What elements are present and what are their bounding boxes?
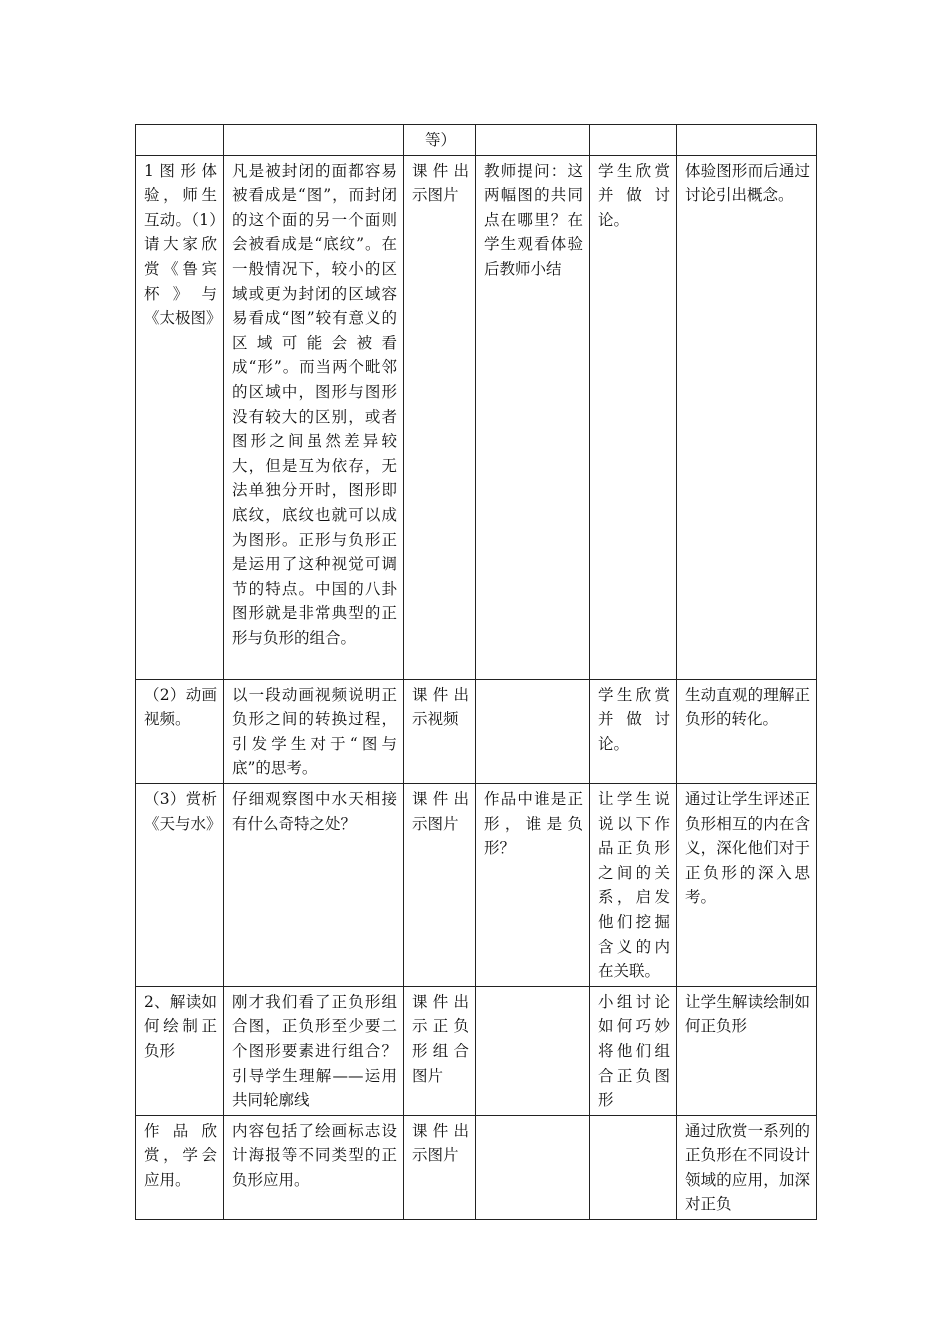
cell-media: 课件出示图片 xyxy=(404,1115,476,1219)
table-row xyxy=(136,986,817,1115)
cell-teacher-activity: 作品中谁是正形，谁是负形？ xyxy=(476,783,590,986)
cell-media: 课件出示正负形组合图片 xyxy=(404,986,476,1115)
cell-teacher-activity xyxy=(476,679,590,783)
cell-stage xyxy=(136,125,224,156)
table-row xyxy=(136,783,817,986)
cell-content: 以一段动画视频说明正负形之间的转换过程，引发学生对于“图与底”的思考。 xyxy=(224,679,404,783)
cell-teacher-activity xyxy=(476,125,590,156)
cell-design-intent: 生动直观的理解正负形的转化。 xyxy=(677,679,817,783)
cell-media: 课件出示图片 xyxy=(404,783,476,986)
cell-student-activity: 小组讨论如何巧妙将他们组合正负图形 xyxy=(590,986,677,1115)
cell-content: 内容包括了绘画标志设计海报等不同类型的正负形应用。 xyxy=(224,1115,404,1219)
cell-media: 等） xyxy=(404,125,476,156)
cell-stage: （3）赏析《天与水》 xyxy=(136,783,224,986)
cell-student-activity xyxy=(590,125,677,156)
cell-design-intent: 通过让学生评述正负形相互的内在含义，深化他们对于正负形的深入思考。 xyxy=(677,783,817,986)
cell-student-activity xyxy=(590,1115,677,1219)
cell-design-intent: 让学生解读绘制如何正负形 xyxy=(677,986,817,1115)
cell-design-intent: 体验图形而后通过讨论引出概念。 xyxy=(677,155,817,679)
cell-student-activity: 学生欣赏并做讨论。 xyxy=(590,679,677,783)
table-row xyxy=(136,155,817,679)
table-row xyxy=(136,125,817,156)
cell-design-intent xyxy=(677,125,817,156)
cell-content: 仔细观察图中水天相接有什么奇特之处？ xyxy=(224,783,404,986)
cell-student-activity: 让学生说说以下作品正负形之间的关系，启发他们挖掘含义的内在关联。 xyxy=(590,783,677,986)
cell-teacher-activity: 教师提问：这两幅图的共同点在哪里？在学生观看体验后教师小结 xyxy=(476,155,590,679)
cell-stage: 1图形体验，师生互动。（1）请大家欣赏《鲁宾杯》与《太极图》 xyxy=(136,155,224,679)
table-row xyxy=(136,1115,817,1219)
cell-student-activity: 学生欣赏并做讨论。 xyxy=(590,155,677,679)
cell-teacher-activity xyxy=(476,1115,590,1219)
cell-stage: 作品欣赏，学会应用。 xyxy=(136,1115,224,1219)
cell-media: 课件出示图片 xyxy=(404,155,476,679)
cell-content: 凡是被封闭的面都容易被看成是“图”，而封闭的这个面的另一个面则会被看成是“底纹”。在一般情况下，较小的区域或更为封闭的区域容易看成“图”较有意义的区域可能会被看成“形”。而当两个毗邻的区域中，图形与图形没有较大的区别，或者图形之间虽然差异较大，但是互为依存，无法单独分开时，图形即底纹，底纹也就可以成为图形。正形与负形正是运用了这种视觉可调节的特点。中国的八卦图形就是非常典型的正形与负形的组合。 xyxy=(224,155,404,679)
cell-stage: 2、解读如何绘制正负形 xyxy=(136,986,224,1115)
cell-content xyxy=(224,125,404,156)
lesson-plan-table xyxy=(135,124,817,1220)
cell-design-intent: 通过欣赏一系列的正负形在不同设计领域的应用，加深对正负 xyxy=(677,1115,817,1219)
table-row xyxy=(136,679,817,783)
cell-content: 刚才我们看了正负形组合图，正负形至少要二个图形要素进行组合？引导学生理解——运用共同轮廓线 xyxy=(224,986,404,1115)
cell-teacher-activity xyxy=(476,986,590,1115)
cell-stage: （2）动画视频。 xyxy=(136,679,224,783)
cell-media: 课件出示视频 xyxy=(404,679,476,783)
